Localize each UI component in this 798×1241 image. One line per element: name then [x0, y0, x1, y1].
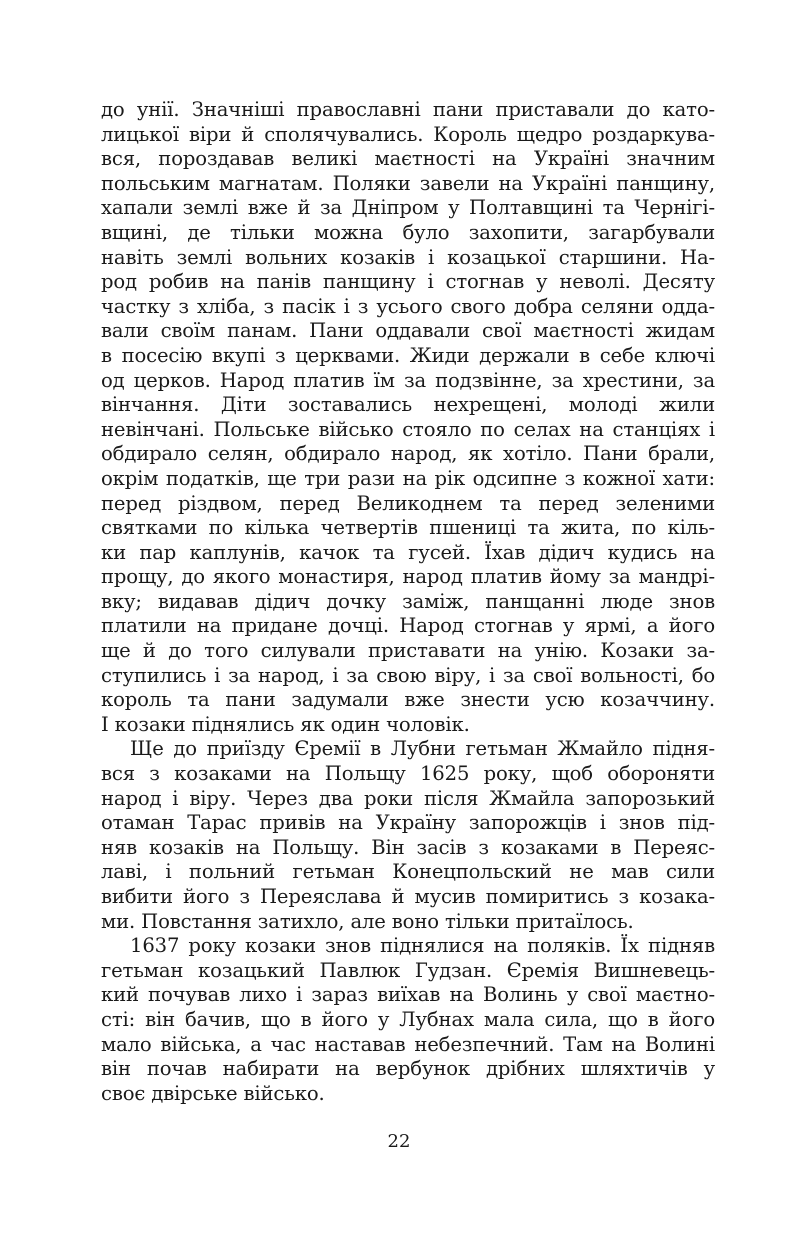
paragraph-3	[101, 934, 715, 1106]
text-line: сті: він бачив, що в його у Лубнах мала сила, що в його	[101, 1007, 715, 1031]
page-number: 22	[387, 1131, 411, 1152]
text-line: лицької віри й сполячувались. Король щедро роздаркува-	[101, 122, 715, 146]
text-line: ступились і за народ, і за свою віру, і за свої вольності, бо	[101, 663, 715, 687]
text-line: до унії. Значніші православні пани приставали до като-	[101, 98, 715, 121]
text-line: хапали землі вже й за Дніпром у Полтавщині та Чернігі-	[101, 196, 715, 220]
text-line: 1637 року козаки знов піднялися на поляків. Їх підняв	[130, 934, 715, 958]
text-line: кий почував лихо і зараз виїхав на Волинь у свої маєтно-	[101, 983, 715, 1007]
text-line: вінчання. Діти зоставались нехрещені, молоді жили	[101, 393, 715, 417]
text-line: король та пани задумали вже знести усю козаччину.	[101, 688, 715, 712]
text-line: ки пар каплунів, качок та гусей. Їхав дідич кудись на	[101, 540, 715, 564]
text-line: навіть землі вольних козаків і козацької старшини. На-	[101, 245, 715, 269]
text-line: Ще до приїзду Єремії в Лубни гетьман Жмайло підня-	[130, 737, 715, 761]
text-line: вся, пороздавав великі маєтності на Україні значним	[101, 147, 715, 171]
text-line: вся з козаками на Польщу 1625 року, щоб обороняти	[101, 762, 715, 786]
text-line: платили на придане дочці. Народ стогнав у ярмі, а його	[101, 614, 715, 638]
text-line: прощу, до якого монастиря, народ платив йому за мандрі-	[101, 565, 715, 589]
text-line: отаман Тарас привів на Україну запорожців і знов під-	[101, 811, 715, 835]
text-line: в посесію вкупі з церквами. Жиди держали в себе ключі	[101, 343, 715, 367]
text-line: окрім податків, ще три рази на рік одсипне з кожної хати:	[101, 466, 715, 490]
text-line: мало війська, а час наставав небезпечний. Там на Волині	[101, 1032, 715, 1056]
text-line: обдирало селян, обдирало народ, як хотіло. Пани брали,	[101, 442, 715, 466]
text-line: ми. Повстання затихло, але воно тільки притаїлось.	[101, 909, 634, 933]
text-line: він почав набирати на вербунок дрібних шляхтичів у	[101, 1057, 715, 1081]
text-line: народ і віру. Через два роки після Жмайла запорозький	[101, 786, 715, 810]
text-line: своє двірське військо.	[101, 1081, 325, 1105]
text-line: вку; видавав дідич дочку заміж, панщанні люде знов	[101, 589, 715, 613]
paragraph-2	[101, 737, 715, 934]
text-line: ще й до того силували приставати на унію. Козаки за-	[101, 639, 715, 663]
text-line: од церков. Народ платив їм за подзвінне, за хрестини, за	[101, 368, 715, 392]
paragraph-1	[101, 98, 715, 737]
text-line: святками по кілька четвертів пшениці та жита, по кіль-	[101, 516, 715, 540]
text-line: перед різдвом, перед Великоднем та перед зеленими	[101, 491, 715, 515]
text-line: невінчані. Польське військо стояло по селах на станціях і	[101, 417, 715, 441]
page-body	[101, 98, 715, 1106]
text-line: І козаки піднялись як один чоловік.	[101, 712, 470, 736]
text-line: няв козаків на Польщу. Він засів з козаками в Переяс-	[101, 835, 715, 859]
text-line: вщині, де тільки можна було захопити, загарбували	[101, 220, 715, 244]
text-line: лаві, і польний гетьман Конецпольский не мав сили	[101, 860, 715, 884]
text-line: род робив на панів панщину і стогнав у неволі. Десяту	[101, 270, 715, 294]
text-line: частку з хліба, з пасік і з усього свого добра селяни одда-	[101, 294, 715, 318]
text-line: вали своїм панам. Пани оддавали свої маєтності жидам	[101, 319, 715, 343]
text-line: польським магнатам. Поляки завели на Україні панщину,	[101, 171, 715, 195]
text-line: гетьман козацький Павлюк Гудзан. Єремія Вишневець-	[101, 958, 715, 982]
text-line: вибити його з Переяслава й мусив помиритись з козака-	[101, 885, 715, 908]
